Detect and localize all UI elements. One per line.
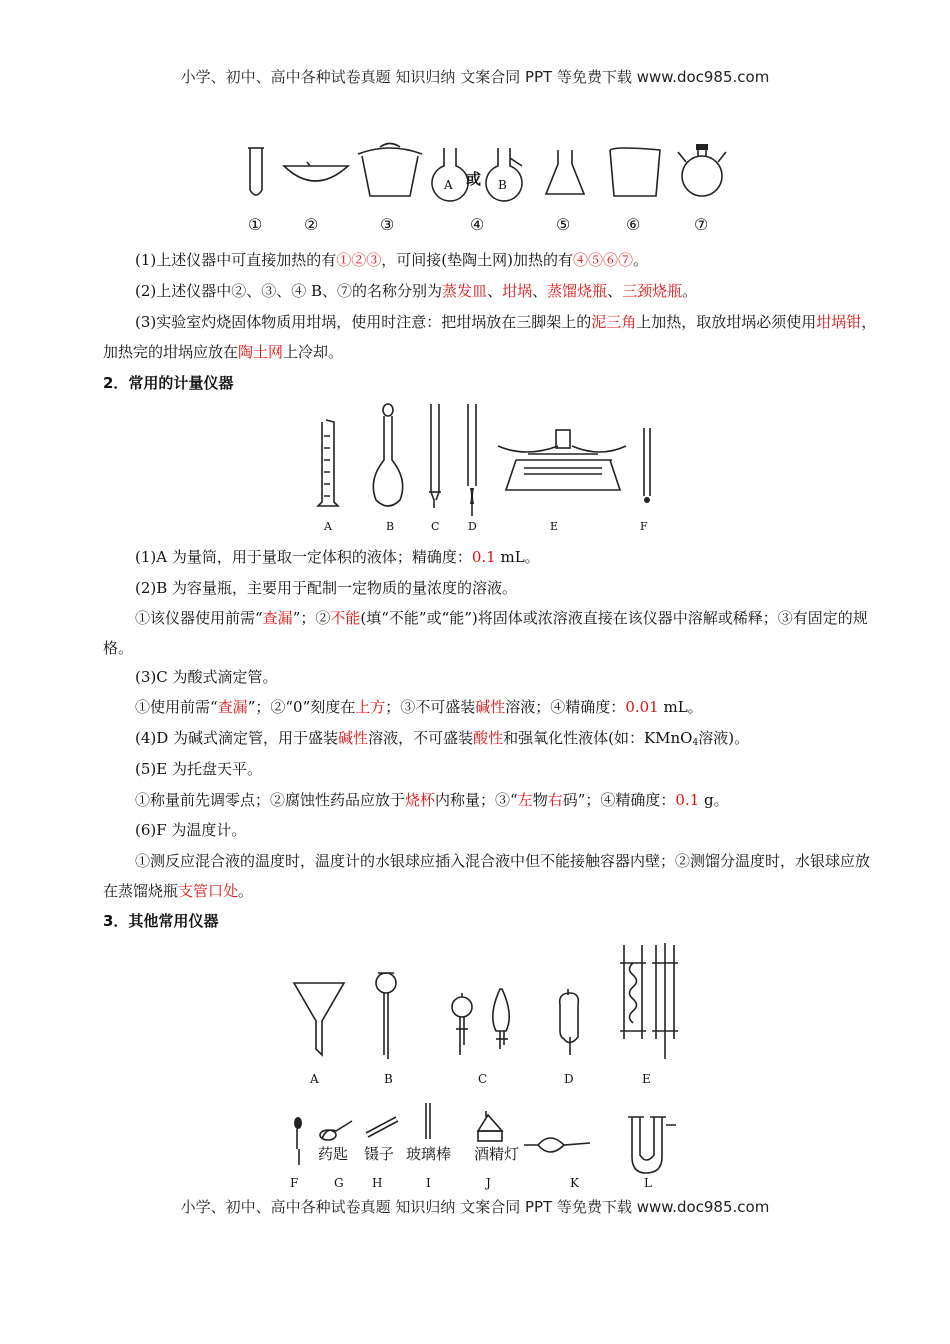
three-neck-flask-drawing xyxy=(678,144,726,196)
tweezers-drawing xyxy=(366,1117,398,1137)
fig1-label-4: ④ xyxy=(470,215,485,234)
fig3-label-h: H xyxy=(372,1176,383,1190)
volumetric-flask-drawing xyxy=(373,404,402,506)
name-tweezers: 镊子 xyxy=(364,1145,395,1163)
fig2-label-d: D xyxy=(468,520,477,533)
condenser-straight-drawing xyxy=(652,943,678,1059)
beaker-drawing xyxy=(610,148,660,196)
section-2-heading: 2．常用的计量仪器 xyxy=(103,374,234,392)
fig2-label-c: C xyxy=(431,520,440,533)
name-glass-rod: 玻璃棒 xyxy=(406,1145,452,1163)
dropper-drawing xyxy=(294,1117,302,1165)
fig1-label-7: ⑦ xyxy=(694,215,709,234)
measuring-instruments-figure xyxy=(300,400,670,535)
name-alcohol-lamp: 酒精灯 xyxy=(474,1145,520,1163)
s2-paragraph-8: ①称量前先调零点；②腐蚀性药品应放于烧杯内称量；③“左物右码”；④精确度：0.1 g。 xyxy=(135,791,729,809)
s1-paragraph-3: (3)实验室灼烧固体物质用坩埚，使用时注意：把坩埚放在三脚架上的泥三角上加热，取放坩埚必须使用坩埚钳，加热完的坩埚应放在陶土网上冷却。 xyxy=(103,313,877,361)
fig1-label-6: ⑥ xyxy=(626,215,641,234)
s2-paragraph-2: (2)B 为容量瓶，主要用于配制一定物质的量浓度的溶液。 xyxy=(135,579,518,597)
separatory-funnel-ball-drawing xyxy=(452,993,472,1055)
s2-paragraph-10: ①测反应混合液的温度时，温度计的水银球应插入混合液中但不能接触容器内壁；②测馏分温度时，水银球应放在蒸馏烧瓶支管口处。 xyxy=(103,852,871,900)
base-burette-drawing xyxy=(468,404,476,516)
fig3-label-b: B xyxy=(384,1072,393,1086)
fig3-label-a: A xyxy=(310,1072,319,1086)
other-apparatus-figure xyxy=(280,935,700,1195)
distilling-flask-a-drawing xyxy=(432,148,468,201)
distilling-flask-b-drawing xyxy=(486,148,522,201)
graduated-cylinder-drawing xyxy=(318,420,338,506)
s2-paragraph-7: (5)E 为托盘天平。 xyxy=(135,760,262,778)
section-3-heading: 3．其他常用仪器 xyxy=(103,912,219,930)
s1-paragraph-2: (2)上述仪器中②、③、④ B、⑦的名称分别为蒸发皿、坩埚、蒸馏烧瓶、三颈烧瓶。 xyxy=(135,282,698,300)
fig2-label-a: A xyxy=(324,520,332,533)
fig2-label-f: F xyxy=(640,520,648,533)
alcohol-lamp-drawing xyxy=(478,1111,502,1141)
fig3-label-d: D xyxy=(564,1072,574,1086)
fig3-label-e: E xyxy=(642,1072,651,1086)
flask-b-letter: B xyxy=(498,178,507,192)
fig2-label-b: B xyxy=(386,520,395,533)
fig1-label-5: ⑤ xyxy=(556,215,571,234)
fig3-label-c: C xyxy=(478,1072,488,1086)
page-footer: 小学、初中、高中各种试卷真题 知识归纳 文案合同 PPT 等免费下载 www.doc985.com xyxy=(180,1198,770,1216)
s2-paragraph-9: (6)F 为温度计。 xyxy=(135,821,247,839)
fig1-label-2: ② xyxy=(304,215,319,234)
fig3-label-l: L xyxy=(644,1176,652,1190)
medicine-spoon-drawing xyxy=(320,1121,352,1140)
fig3-label-k: K xyxy=(570,1176,579,1190)
condenser-spiral-drawing xyxy=(620,945,646,1039)
fig3-label-i: I xyxy=(426,1176,431,1190)
fig3-label-j: J xyxy=(486,1176,491,1190)
separatory-funnel-pear-drawing xyxy=(493,989,509,1049)
s2-paragraph-3: ①该仪器使用前需“查漏”；②不能(填“不能”或“能”)将固体或浓溶液直接在该仪器中溶解或稀释；③有固定的规格。 xyxy=(103,609,868,657)
name-medicine-spoon: 药匙 xyxy=(318,1145,349,1163)
page-header: 小学、初中、高中各种试卷真题 知识归纳 文案合同 PPT 等免费下载 www.doc985.com xyxy=(180,68,770,86)
s1-paragraph-1: (1)上述仪器中可直接加热的有①②③，可间接(垫陶土网)加热的有④⑤⑥⑦。 xyxy=(135,251,649,269)
u-tube-drawing xyxy=(628,1117,676,1173)
fig3-label-f: F xyxy=(290,1176,299,1190)
fig2-label-e: E xyxy=(550,520,559,533)
glass-rod-drawing xyxy=(426,1103,430,1139)
s2-paragraph-5: ①使用前需“查漏”；②“0”刻度在上方；③不可盛装碱性溶液；④精确度：0.01 mL。 xyxy=(135,698,703,716)
acid-burette-drawing xyxy=(429,404,441,508)
conical-flask-drawing xyxy=(546,150,584,194)
evaporating-dish-drawing xyxy=(284,162,348,181)
flask-a-letter: A xyxy=(444,178,453,192)
or-label: 或 xyxy=(466,170,482,188)
fig3-label-g: G xyxy=(334,1176,344,1190)
balance-drawing xyxy=(498,430,626,490)
test-tube-drawing xyxy=(248,148,264,195)
s2-paragraph-1: (1)A 为量筒，用于量取一定体积的液体；精确度：0.1 mL。 xyxy=(135,548,540,566)
s2-paragraph-4: (3)C 为酸式滴定管。 xyxy=(135,668,278,686)
s2-paragraph-6: (4)D 为碱式滴定管，用于盛装碱性溶液，不可盛装酸性和强氧化性液体(如：KMnO$_4$溶液)。 xyxy=(135,729,750,748)
fig1-label-1: ① xyxy=(248,215,263,234)
crucible-drawing xyxy=(358,144,422,197)
drying-bulb-drawing xyxy=(524,1138,590,1152)
heating-apparatus-figure xyxy=(230,138,740,238)
thermometer-drawing xyxy=(644,428,650,503)
burette-style-funnel-drawing xyxy=(560,989,579,1055)
funnel-drawing xyxy=(294,983,344,1055)
long-neck-funnel-drawing xyxy=(376,973,396,1059)
fig1-label-3: ③ xyxy=(380,215,395,234)
